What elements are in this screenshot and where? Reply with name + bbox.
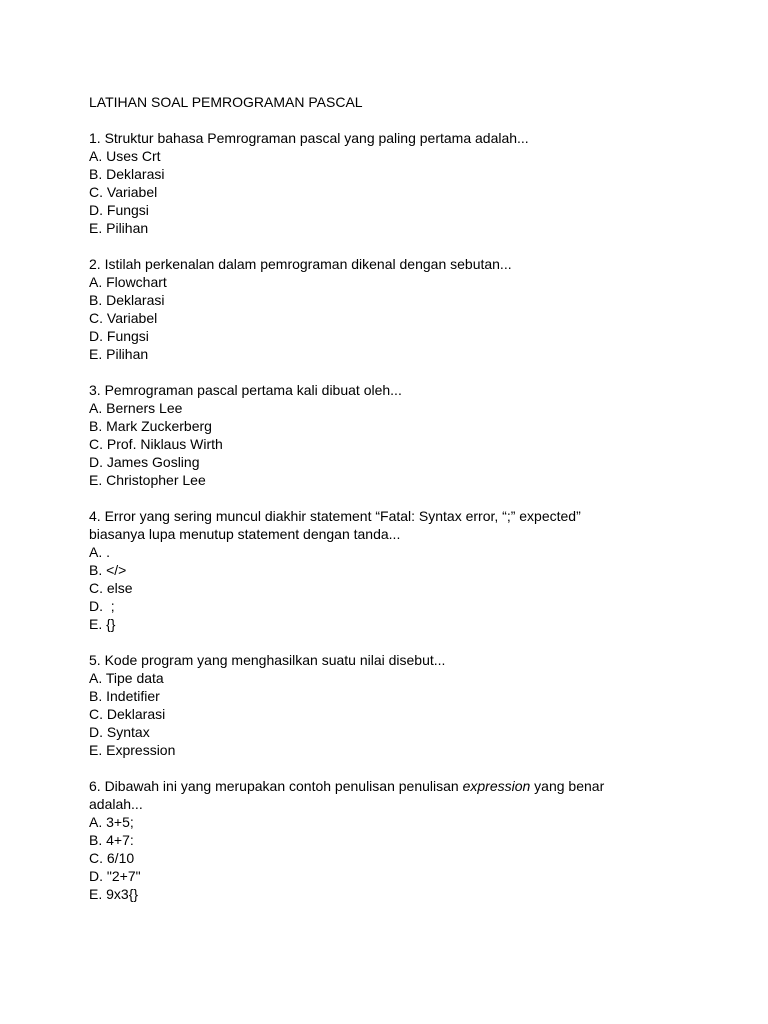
question-3-option-c: C. Prof. Niklaus Wirth: [89, 436, 223, 452]
question-1-stem: 1. Struktur bahasa Pemrograman pascal yang paling pertama adalah...: [89, 130, 529, 146]
question-6-option-d: D. "2+7": [89, 868, 141, 884]
question-2-option-d: D. Fungsi: [89, 328, 149, 344]
question-6-stem-after: yang benar adalah...: [89, 778, 605, 812]
question-6-option-a: A. 3+5;: [89, 814, 134, 830]
question-4-option-c: C. else: [89, 580, 133, 596]
question-1-option-e: E. Pilihan: [89, 220, 149, 236]
question-5-option-e: E. Expression: [89, 742, 176, 758]
question-4-option-d: D. ;: [89, 598, 115, 614]
question-3-option-b: B. Mark Zuckerberg: [89, 418, 212, 434]
question-4-stem: 4. Error yang sering muncul diakhir statement “Fatal: Syntax error, “;” expected” biasanya lupa menutup statement dengan tanda...: [89, 508, 581, 542]
question-3-option-a: A. Berners Lee: [89, 400, 183, 416]
question-5: [89, 651, 729, 759]
question-3-option-d: D. James Gosling: [89, 454, 200, 470]
question-1: [89, 129, 729, 237]
question-1-option-b: B. Deklarasi: [89, 166, 165, 182]
question-5-option-d: D. Syntax: [89, 724, 150, 740]
question-2-option-b: B. Deklarasi: [89, 292, 165, 308]
document-page: [89, 93, 729, 921]
question-6-option-e: E. 9x3{}: [89, 886, 139, 902]
question-4-option-a: A. .: [89, 544, 111, 560]
question-4-option-b: B. </>: [89, 562, 127, 578]
question-2: [89, 255, 729, 363]
question-4-option-e: E. {}: [89, 616, 116, 632]
question-5-stem: 5. Kode program yang menghasilkan suatu nilai disebut...: [89, 652, 446, 668]
question-5-option-b: B. Indetifier: [89, 688, 160, 704]
question-1-option-c: C. Variabel: [89, 184, 158, 200]
question-3-stem: 3. Pemrograman pascal pertama kali dibuat oleh...: [89, 382, 402, 398]
question-2-option-c: C. Variabel: [89, 310, 158, 326]
question-3-option-e: E. Christopher Lee: [89, 472, 206, 488]
question-6: [89, 777, 729, 903]
question-6-option-b: B. 4+7:: [89, 832, 134, 848]
question-6-stem-before: 6. Dibawah ini yang merupakan contoh penulisan penulisan: [89, 778, 463, 794]
document-title: LATIHAN SOAL PEMROGRAMAN PASCAL: [89, 94, 363, 110]
question-4: [89, 507, 729, 633]
question-5-option-c: C. Deklarasi: [89, 706, 166, 722]
question-5-option-a: A. Tipe data: [89, 670, 164, 686]
question-6-stem-emphasis: expression: [462, 778, 531, 794]
question-1-option-d: D. Fungsi: [89, 202, 149, 218]
question-1-option-a: A. Uses Crt: [89, 148, 161, 164]
question-6-stem: [89, 777, 609, 813]
question-6-option-c: C. 6/10: [89, 850, 135, 866]
question-2-stem: 2. Istilah perkenalan dalam pemrograman dikenal dengan sebutan...: [89, 256, 512, 272]
question-3: [89, 381, 729, 489]
question-2-option-a: A. Flowchart: [89, 274, 167, 290]
question-2-option-e: E. Pilihan: [89, 346, 149, 362]
